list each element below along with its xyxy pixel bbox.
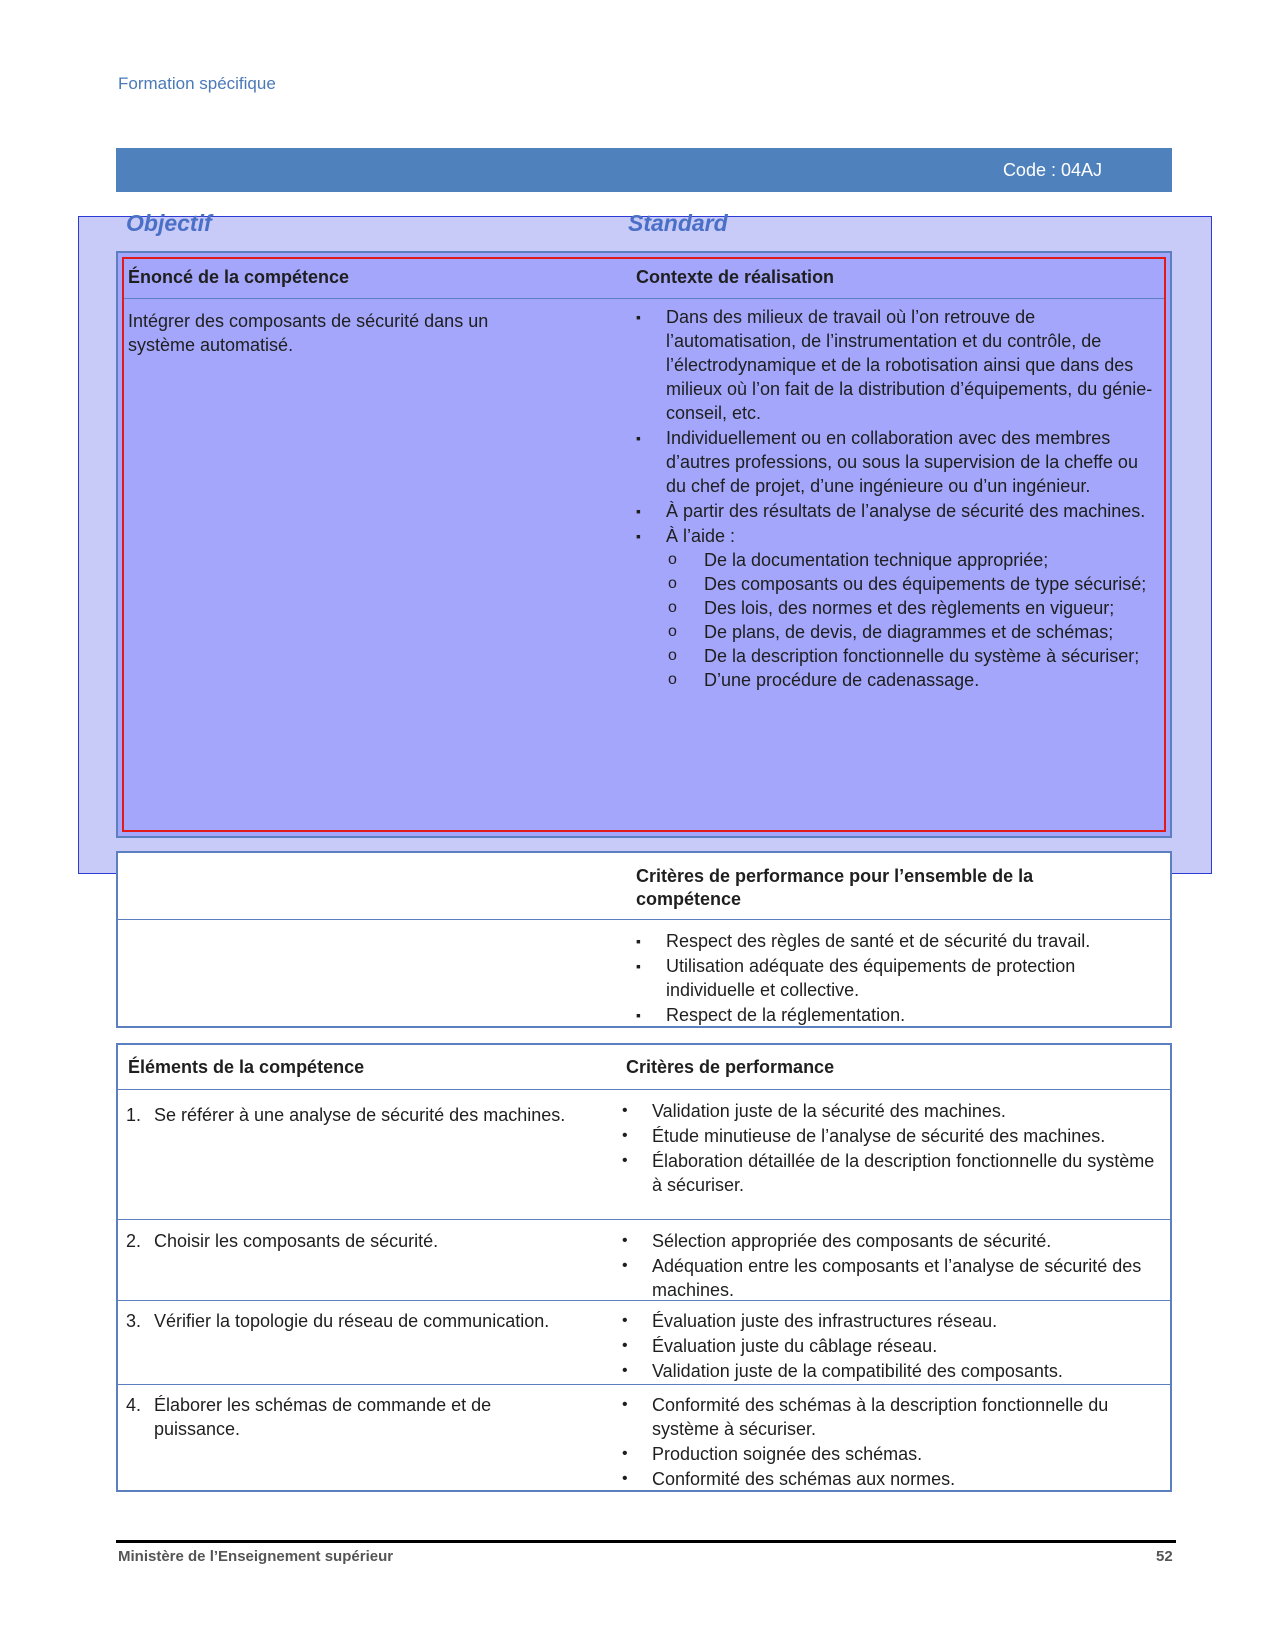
element-number: 4. <box>126 1395 142 1415</box>
row-divider <box>118 1300 1170 1301</box>
contexte-item: ▪ Dans des milieux de travail où l’on retrouve de l’automatisation, de l’instrumentation et du contrôle, de l’électrodynamique et de la robotisation ainsi que dans des milieux où l’on fait de la distribution d’équipements, du génie-conseil, etc. <box>636 305 1156 425</box>
header-note: Formation spécifique <box>118 74 276 93</box>
ensemble-table <box>116 851 1172 1028</box>
element-number: 3. <box>126 1311 142 1331</box>
element-label: Se référer à une analyse de sécurité des machines. <box>154 1105 566 1125</box>
element-label: Choisir les composants de sécurité. <box>154 1231 439 1251</box>
contexte-item: ▪ Individuellement ou en collaboration avec des membres d’autres professions, ou sous la supervision de la cheffe ou du chef de projet, d’une ingénieure ou d’un ingénieur. <box>636 426 1156 498</box>
code-label: Code : 04AJ <box>1002 160 1102 180</box>
criterion: • Sélection appropriée des composants de sécurité. <box>622 1229 1162 1253</box>
contexte-item-label: À l’aide : <box>666 526 736 546</box>
criterion: • Évaluation juste du câblage réseau. <box>622 1334 1162 1358</box>
element-number: 1. <box>126 1105 142 1125</box>
aide-item: o D’une procédure de cadenassage. <box>636 668 1156 692</box>
contexte-header: Contexte de réalisation <box>636 267 835 287</box>
footer-ministry: Ministère de l’Enseignement supérieur <box>118 1548 394 1565</box>
elements-header-divider <box>118 1089 1170 1090</box>
aide-item: o Des lois, des normes et des règlements en vigueur; <box>636 596 1156 620</box>
criterion: • Adéquation entre les composants et l’analyse de sécurité des machines. <box>622 1254 1162 1302</box>
ensemble-item: ▪ Utilisation adéquate des équipements de protection individuelle et collective. <box>636 954 1156 1002</box>
elements-left-header: Éléments de la compétence <box>128 1057 365 1077</box>
row-divider <box>118 1384 1170 1385</box>
contexte-item <box>636 524 1156 692</box>
ensemble-item: ▪ Respect des règles de santé et de sécurité du travail. <box>636 929 1156 953</box>
elements-right-header: Critères de performance <box>626 1057 835 1077</box>
aide-item: o De plans, de devis, de diagrammes et de schémas; <box>636 620 1156 644</box>
elements-table <box>116 1043 1172 1492</box>
criterion: • Étude minutieuse de l’analyse de sécurité des machines. <box>622 1124 1162 1148</box>
code-bar <box>116 148 1172 192</box>
header-divider <box>124 298 1164 299</box>
element-label: Élaborer les schémas de commande et de puissance. <box>154 1395 492 1439</box>
section-standard: Standard <box>628 210 728 236</box>
page-number: 52 <box>1156 1548 1173 1565</box>
ensemble-item: ▪ Respect de la réglementation. <box>636 1003 1156 1027</box>
contexte-item: ▪ À partir des résultats de l’analyse de sécurité des machines. <box>636 499 1156 523</box>
criterion: • Conformité des schémas à la description fonctionnelle du système à sécuriser. <box>622 1393 1162 1441</box>
criterion: • Élaboration détaillée de la description fonctionnelle du système à sécuriser. <box>622 1149 1162 1197</box>
enonce-text: Intégrer des composants de sécurité dans un système automatisé. <box>128 311 489 355</box>
aide-item: o Des composants ou des équipements de type sécurisé; <box>636 572 1156 596</box>
aide-item: o De la documentation technique appropriée; <box>636 548 1156 572</box>
criterion: • Conformité des schémas aux normes. <box>622 1467 1162 1491</box>
enonce-header: Énoncé de la compétence <box>128 267 350 287</box>
section-objectif: Objectif <box>126 210 212 236</box>
contexte-list <box>636 305 1156 693</box>
criterion: • Validation juste de la compatibilité des composants. <box>622 1359 1162 1383</box>
element-label: Vérifier la topologie du réseau de communication. <box>154 1311 550 1331</box>
aide-item: o De la description fonctionnelle du système à sécuriser; <box>636 644 1156 668</box>
criterion: • Évaluation juste des infrastructures réseau. <box>622 1309 1162 1333</box>
row-divider <box>118 1219 1170 1220</box>
footer-rule <box>116 1540 1176 1543</box>
ensemble-divider <box>118 919 1170 920</box>
criterion: • Validation juste de la sécurité des machines. <box>622 1099 1162 1123</box>
ensemble-header: Critères de performance pour l’ensemble de la compétence <box>636 866 1034 909</box>
criterion: • Production soignée des schémas. <box>622 1442 1162 1466</box>
element-number: 2. <box>126 1231 142 1251</box>
ensemble-list <box>636 929 1156 1028</box>
competence-table <box>116 251 1172 838</box>
